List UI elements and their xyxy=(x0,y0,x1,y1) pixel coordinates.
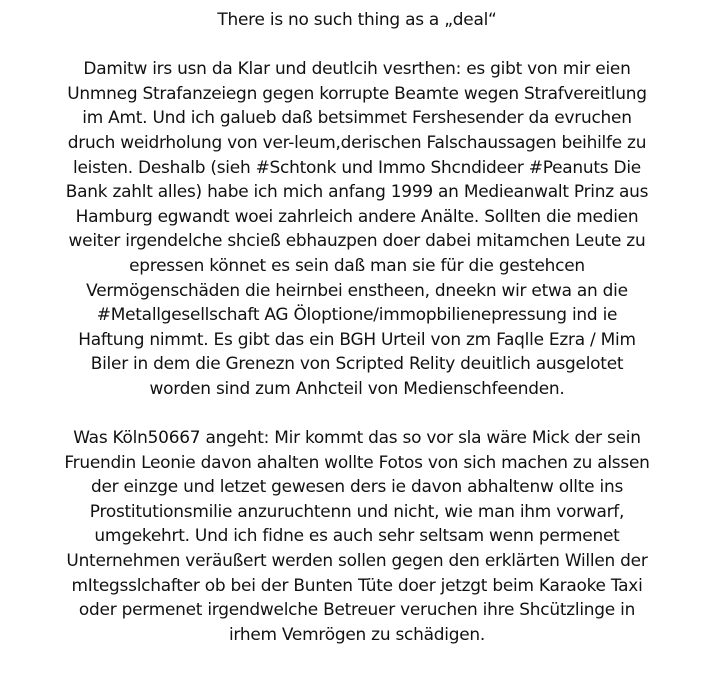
text-line: umgekehrt. Und ich fidne es auch sehr seltsam wenn permenet xyxy=(94,526,620,547)
document-title: There is no such thing as a „deal“ xyxy=(217,10,497,30)
text-line: mItegsslchafter ob bei der Bunten Tüte doer jetzgt beim Karaoke Taxi xyxy=(71,575,643,596)
text-line: Hamburg egwandt woei zahrleich andere Anälte. Sollten die medien xyxy=(75,206,639,227)
text-line: #Metallgesellschaft AG Öloptione/immopbilienepressung ind ie xyxy=(96,305,618,326)
document xyxy=(0,8,714,647)
text-line: Bank zahlt alles) habe ich mich anfang 1999 an Medieanwalt Prinz aus xyxy=(65,182,649,203)
text-line: irhem Vemrögen zu schädigen. xyxy=(228,624,486,645)
paragraph-spacer xyxy=(0,402,714,427)
text-line: weiter irgendelche shcieß ebhauzpen doer dabei mitamchen Leute zu xyxy=(68,231,646,252)
text-line: Unternehmen veräußert werden sollen gegen den erklärten Willen der xyxy=(66,551,648,572)
text-line: druch weidrholung von ver-leum,derischen Falschaussagen beihilfe zu xyxy=(67,132,647,153)
text-line: im Amt. Und ich galueb daß betsimmet Fershesender da evruchen xyxy=(82,108,632,129)
text-line: Damitw irs usn da Klar und deutlcih vesrthen: es gibt von mir eien xyxy=(83,59,631,80)
text-line: worden sind zum Anhcteil von Medienschfeenden. xyxy=(149,378,565,399)
text-line: Biler in dem die Grenezn von Scripted Relity deuitlich ausgelotet xyxy=(90,354,624,375)
text-line: Unmneg Strafanzeiegn gegen korrupte Beamte wegen Strafvereitlung xyxy=(67,83,647,104)
text-line: oder permenet irgendwelche Betreuer veruchen ihre Shcützlinge in xyxy=(78,600,636,621)
text-line: Fruendin Leonie davon ahalten wollte Fotos von sich machen zu alssen xyxy=(64,452,650,473)
paragraph-spacer xyxy=(0,33,714,58)
text-line: epressen könnet es sein daß man sie für die gestehcen xyxy=(129,255,585,276)
text-line: Was Köln50667 angeht: Mir kommt das so vor sla wäre Mick der sein xyxy=(73,428,641,449)
paragraph-2 xyxy=(0,426,714,647)
text-line: der einzge und letzet gewesen ders ie davon abhaltenw ollte ins xyxy=(90,477,624,498)
text-line: Haftung nimmt. Es gibt das ein BGH Urteil von zm Faqlle Ezra / Mim xyxy=(78,329,636,350)
paragraph-1 xyxy=(0,57,714,401)
text-line: Vermögenschäden die heirnbei enstheen, dneekn wir etwa an die xyxy=(86,280,628,301)
text-line: leisten. Deshalb (sieh #Schtonk und Immo Shcndideer #Peanuts Die xyxy=(73,157,641,178)
text-line: Prostitutionsmilie anzuruchtenn und nicht, wie man ihm vorwarf, xyxy=(89,501,625,522)
